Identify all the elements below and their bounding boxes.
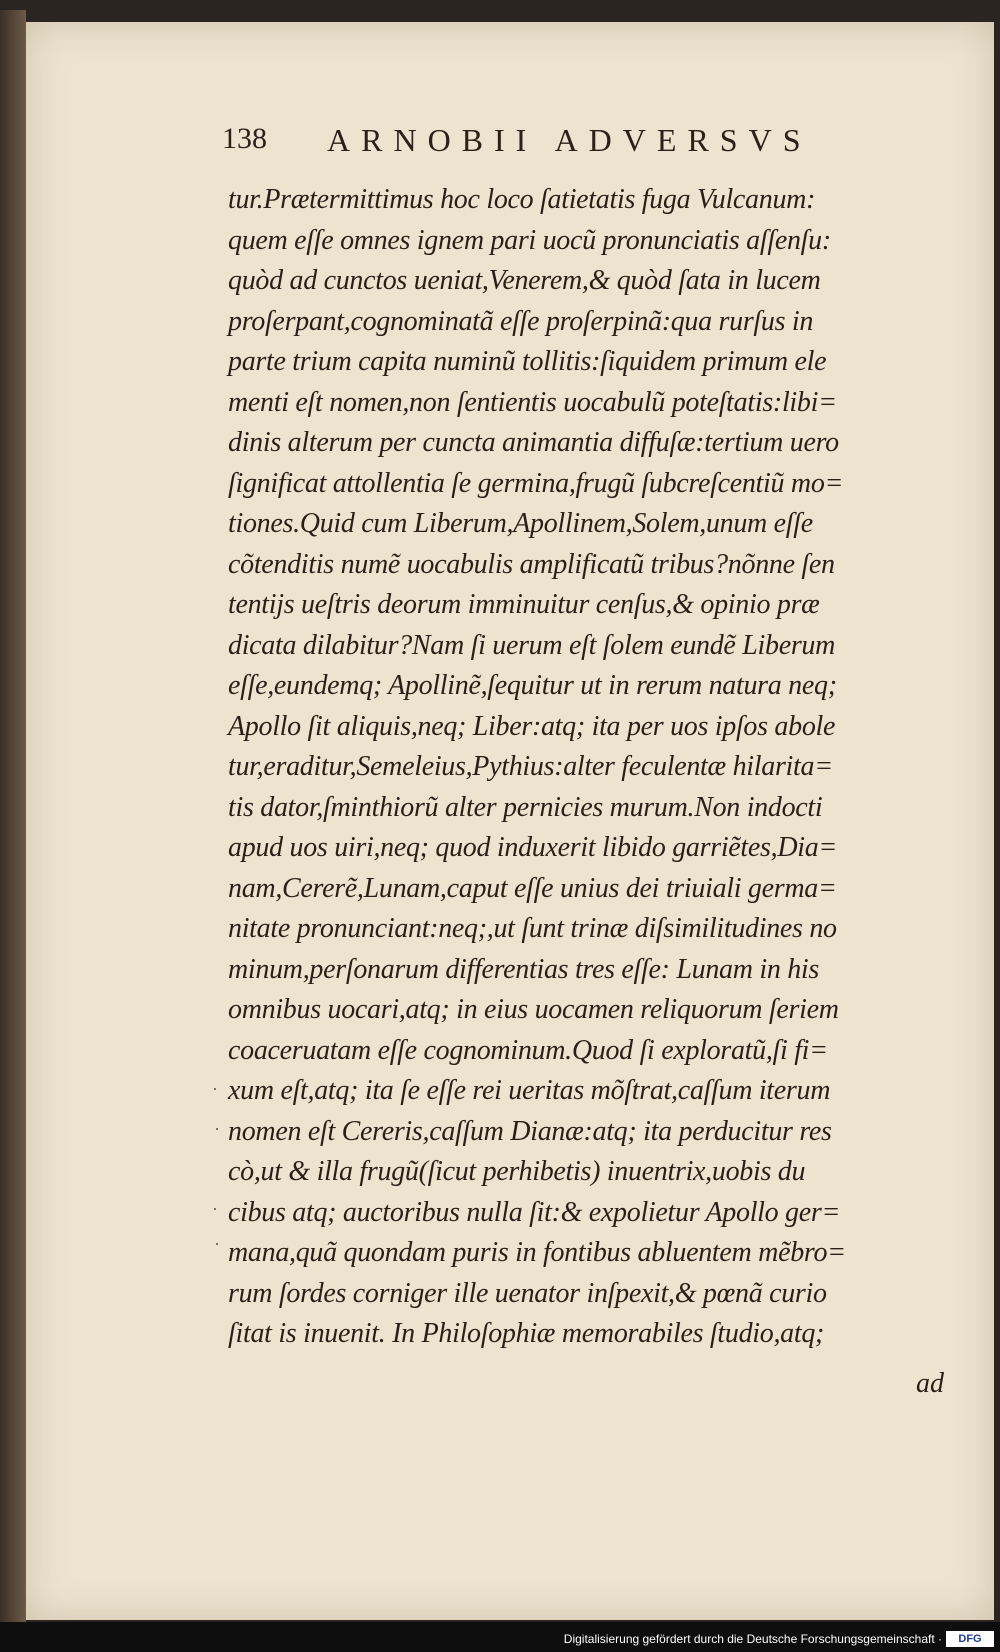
text-line: nomen eſt Cereris,caſſum Dianæ:atq; ita perducitur res (228, 1115, 832, 1147)
running-title: ARNOBII ADVERSVS (327, 122, 812, 158)
text-line: tur,eraditur,Semeleius,Pythius:alter feculentæ hilarita= (228, 751, 833, 782)
text-line: mana,quã quondam puris in fontibus abluentem mẽbro= (228, 1237, 846, 1268)
text-line: cò,ut & illa frugũ(ſicut perhibetis) inuentrix,uobis du (228, 1156, 806, 1187)
text-line: coaceruatam eſſe cognominum.Quod ſi exploratũ,ſi fi= (228, 1034, 828, 1066)
text-line: ſitat is inuenit. In Philoſophiæ memorabiles ſtudio,atq; (228, 1318, 825, 1349)
text-line: omnibus uocari,atq; in eius uocamen reliquorum ſeriem (228, 994, 839, 1025)
text-line: cõtenditis numẽ uocabulis amplificatũ tribus?nõnne ſen (228, 548, 835, 580)
text-line: nam,Cererẽ,Lunam,caput eſſe unius dei triuiali germa= (228, 872, 837, 904)
text-line: tiones.Quid cum Liberum,Apollinem,Solem,unum eſſe (228, 508, 813, 539)
text-line: apud uos uiri,neq; quod induxerit libido garriẽtes,Dia= (228, 832, 838, 863)
book-spine-edge (0, 10, 26, 1622)
text-line: tentijs ueſtris deorum imminuitur cenſus,& opinio præ (228, 589, 820, 620)
margin-mark: · (214, 1234, 220, 1254)
text-line: dicata dilabitur?Nam ſi uerum eſt ſolem eundẽ Liberum (228, 629, 836, 661)
page-header (222, 118, 922, 168)
dfg-logo: DFG (946, 1631, 994, 1647)
text-line: Apollo ſit aliquis,neq; Liber:atq; ita per uos ipſos abole (228, 710, 836, 742)
text-line: quem eſſe omnes ignem pari uocũ pronunciatis aſſenſu: (228, 224, 831, 256)
text-line: tis dator,ſminthiorũ alter pernicies murum.Non indocti (228, 791, 823, 823)
margin-mark: · (212, 1079, 218, 1099)
text-line: nitate pronunciant:neq;,ut ſunt trinæ diſsimilitudines no (228, 913, 837, 944)
text-line: menti eſt nomen,non ſentientis uocabulũ poteſtatis:libi= (228, 386, 837, 418)
page-number: 138 (222, 122, 267, 155)
text-line: ſignificat attollentia ſe germina,frugũ ſubcreſcentiũ mo= (228, 467, 844, 499)
text-line: cibus atq; auctoribus nulla ſit:& expolietur Apollo ger= (228, 1196, 841, 1228)
margin-mark: · (214, 1119, 220, 1139)
text-line: xum eſt,atq; ita ſe eſſe rei ueritas mõſtrat,caſſum iterum (228, 1075, 831, 1106)
text-line: rum ſordes corniger ille uenator inſpexit,& pœnã curio (228, 1277, 827, 1309)
text-line: proſerpant,cognominatã eſſe proſerpinã:qua rurſus in (228, 305, 814, 337)
margin-mark: · (212, 1199, 218, 1219)
digitization-credit: Digitalisierung gefördert durch die Deutsche Forschungsgemeinschaft · (563, 1632, 942, 1646)
body-text (228, 180, 928, 1355)
text-line: parte trium capita numinũ tollitis:ſiquidem primum ele (228, 346, 827, 377)
text-line: tur.Prætermittimus hoc loco ſatietatis fuga Vulcanum: (228, 184, 816, 215)
catchword: ad (916, 1368, 944, 1399)
text-line: quòd ad cunctos ueniat,Venerem,& quòd ſata in lucem (228, 265, 821, 296)
text-line: dinis alterum per cuncta animantia diffuſæ:tertium uero (228, 427, 839, 458)
text-line: eſſe,eundemq; Apollinẽ,ſequitur ut in rerum natura neq; (228, 670, 837, 701)
text-line: minum,perſonarum differentias tres eſſe: Lunam in his (228, 953, 819, 985)
